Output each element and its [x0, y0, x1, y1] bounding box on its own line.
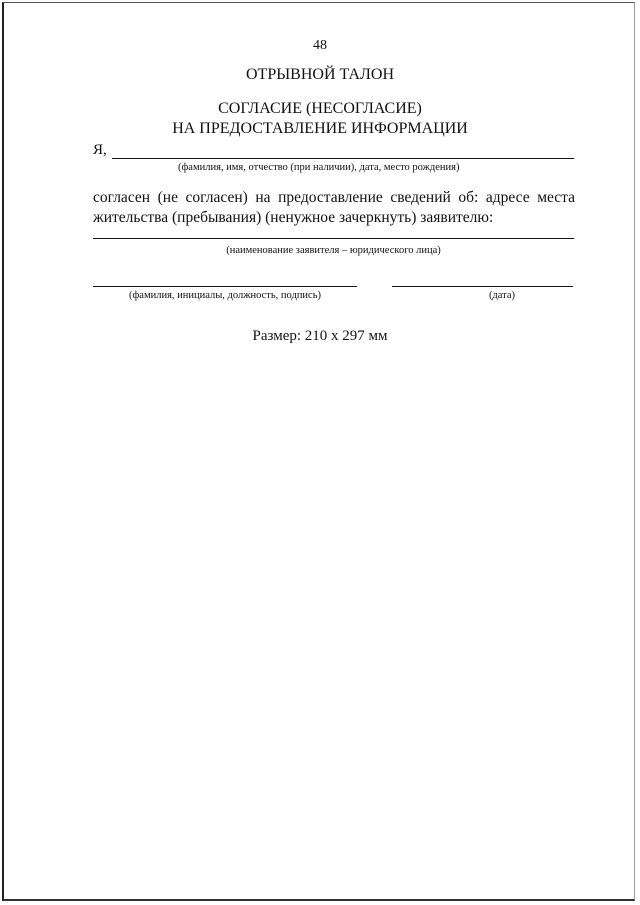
signature-input-line[interactable] — [93, 286, 357, 287]
form-title: ОТРЫВНОЙ ТАЛОН — [245, 66, 394, 83]
subtitle-line-1: СОГЛАСИЕ (НЕСОГЛАСИЕ) — [218, 100, 422, 117]
date-input-line[interactable] — [392, 286, 573, 287]
subtitle-line-2: НА ПРЕДОСТАВЛЕНИЕ ИНФОРМАЦИИ — [172, 120, 468, 137]
signature-caption: (фамилия, инициалы, должность, подпись) — [128, 290, 321, 301]
page-number: 48 — [313, 38, 327, 53]
size-note: Размер: 210 х 297 мм — [252, 328, 388, 344]
person-label: Я, — [93, 142, 107, 158]
applicant-caption: (наименование заявителя – юридического лица) — [226, 245, 441, 256]
consent-text: согласен (не согласен) на предоставление сведений об: адресе места жительства (пребывания) (ненужное зачеркнуть) заявителю: — [93, 189, 575, 226]
date-caption: (дата) — [488, 290, 516, 301]
person-caption: (фамилия, имя, отчество (при наличии), дата, место рождения) — [178, 162, 460, 173]
applicant-input-line[interactable] — [93, 238, 574, 239]
form-subtitle — [0, 99, 640, 139]
person-input-line[interactable] — [112, 158, 574, 159]
